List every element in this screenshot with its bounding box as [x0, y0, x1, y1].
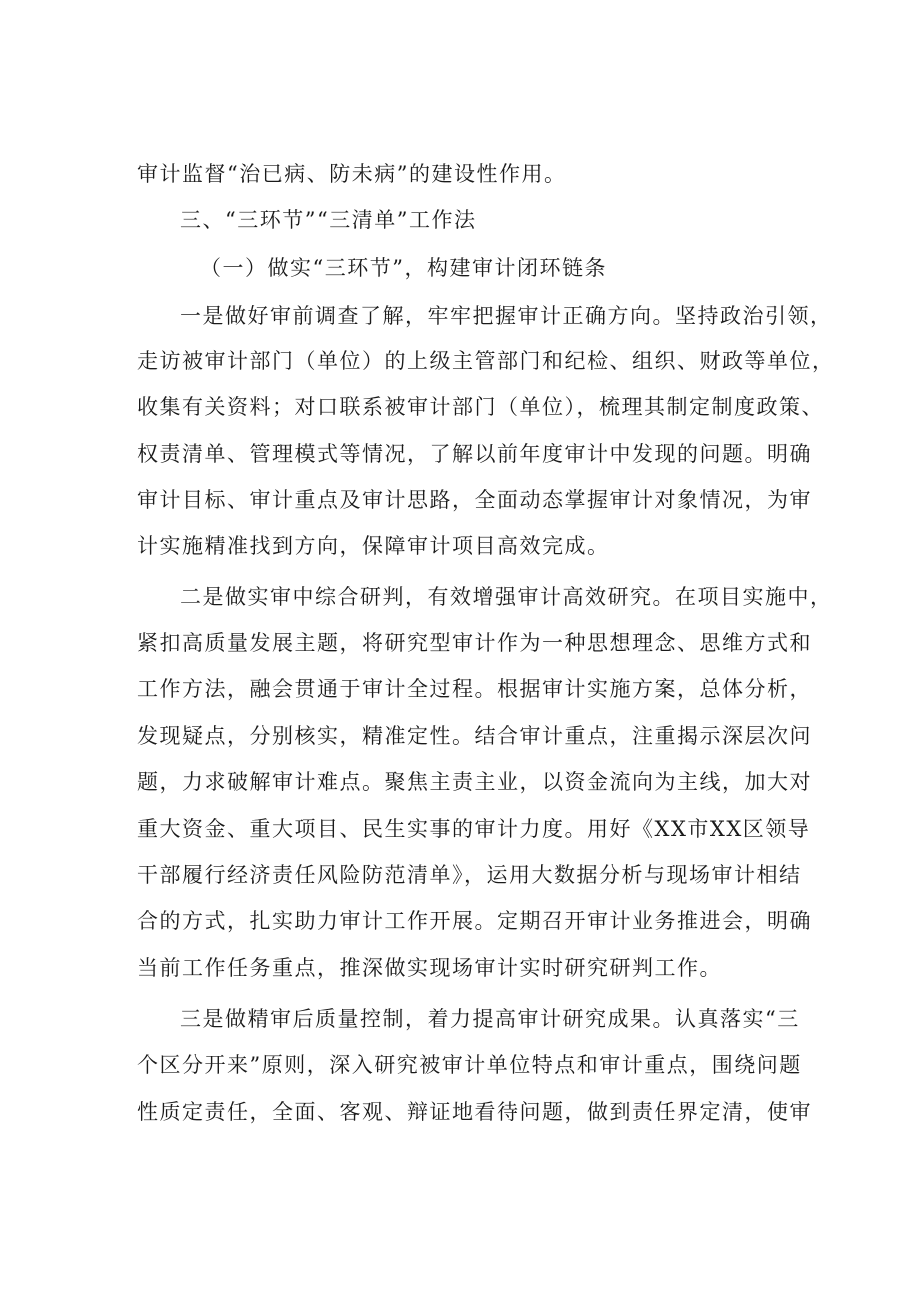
paragraph-line: 当前工作任务重点，推深做实现场审计实时研究研判工作。	[137, 956, 722, 980]
paragraph-line: 性质定责任，全面、客观、辩证地看待问题，做到责任界定清，使审	[137, 1100, 812, 1124]
paragraph-line: 个区分开来”原则，深入研究被审计单位特点和审计重点，围绕问题	[137, 1053, 802, 1077]
body-text-line: 审计监督“治已病、防未病”的建设性作用。	[137, 162, 567, 186]
paragraph-line: 紧扣高质量发展主题，将研究型审计作为一种思想理念、思维方式和	[137, 631, 812, 655]
paragraph-line: 重大资金、重大项目、民生实事的审计力度。用好《XX市XX区领导	[137, 817, 811, 841]
paragraph-line: 收集有关资料；对口联系被审计部门（单位），梳理其制定制度政策、	[137, 395, 824, 419]
paragraph-line: 三是做精审后质量控制，着力提高审计研究成果。认真落实“三	[180, 1007, 800, 1031]
subsection-heading: （一）做实“三环节”，构建审计闭环链条	[200, 256, 607, 280]
paragraph-line: 发现疑点，分别核实，精准定性。结合审计重点，注重揭示深层次问	[137, 724, 812, 748]
paragraph-line: 权责清单、管理模式等情况，了解以前年度审计中发现的问题。明确	[137, 442, 812, 466]
paragraph-line: 工作方法，融会贯通于审计全过程。根据审计实施方案，总体分析，	[137, 677, 812, 701]
paragraph-line: 干部履行经济责任风险防范清单》，运用大数据分析与现场审计相结	[137, 863, 802, 887]
section-heading: 三、“三环节”“三清单”工作法	[180, 208, 477, 232]
paragraph-line: 计实施精准找到方向，保障审计项目高效完成。	[137, 534, 610, 558]
paragraph-line: 审计目标、审计重点及审计思路，全面动态掌握审计对象情况，为审	[137, 488, 812, 512]
paragraph-line: 一是做好审前调查了解，牢牢把握审计正确方向。坚持政治引领，	[180, 304, 833, 328]
paragraph-line: 走访被审计部门（单位）的上级主管部门和纪检、组织、财政等单位，	[137, 349, 835, 373]
paragraph-line: 合的方式，扎实助力审计工作开展。定期召开审计业务推进会，明确	[137, 909, 812, 933]
paragraph-line: 题，力求破解审计难点。聚焦主责主业，以资金流向为主线，加大对	[137, 770, 812, 794]
paragraph-line: 二是做实审中综合研判，有效增强审计高效研究。在项目实施中，	[180, 585, 833, 609]
